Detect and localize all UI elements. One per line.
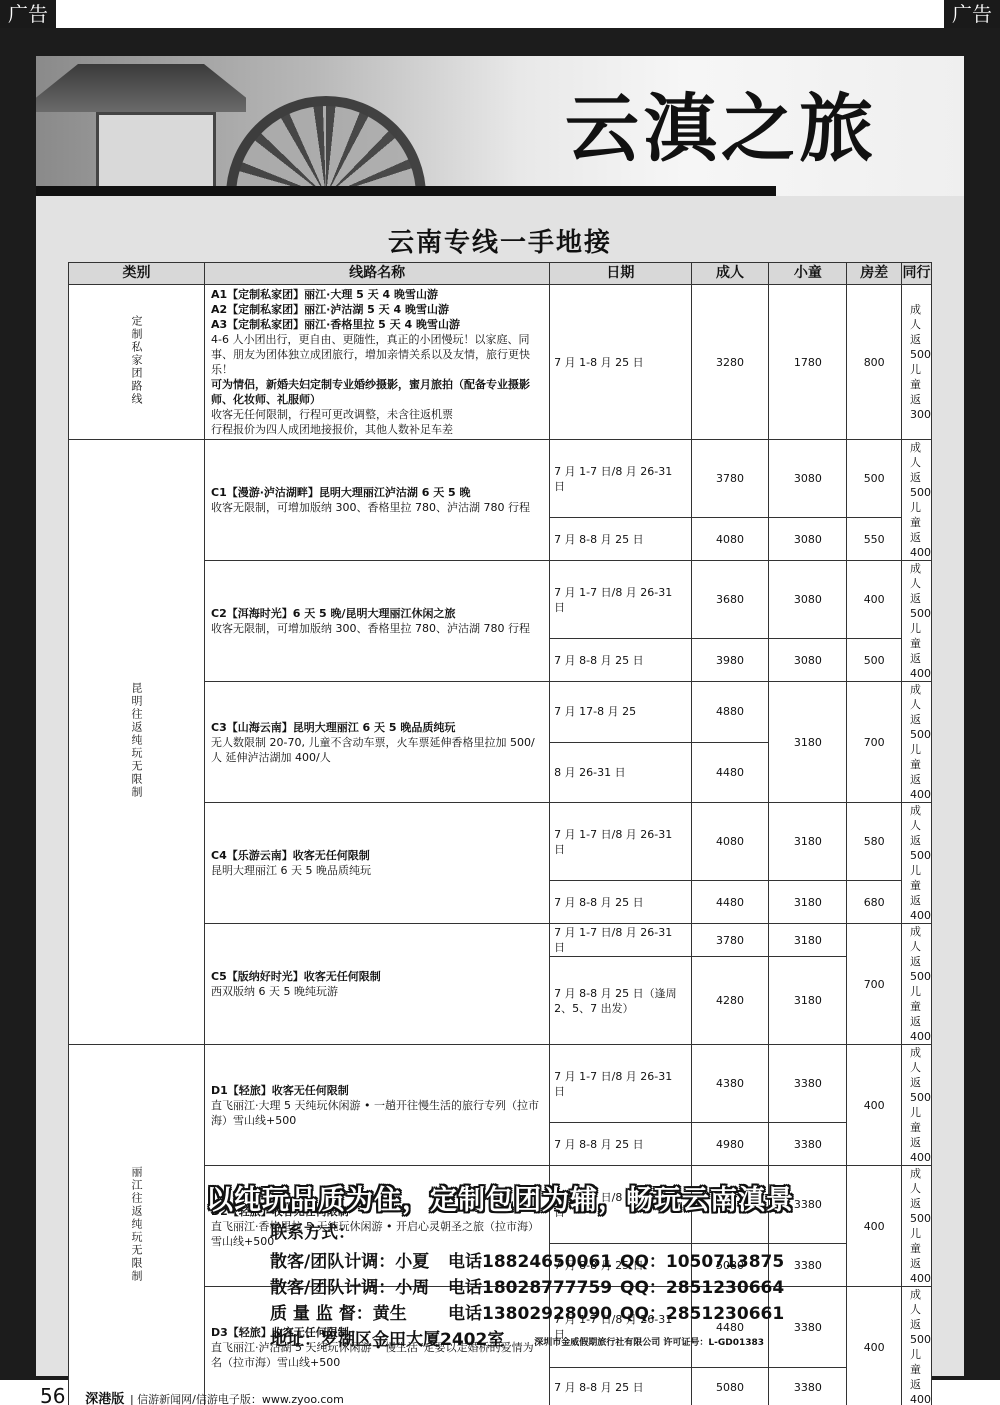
room-diff: 500: [847, 639, 902, 682]
date-cell: 7 月 8-8 月 25 日: [550, 1244, 691, 1287]
route-cell: C2【洱海时光】6 天 5 晚/昆明大理丽江休闲之旅 收客无限制，可增加版纳 300、香格里拉 780、泸沽湖 780 行程: [205, 561, 550, 682]
adult-price: 3280: [691, 285, 769, 440]
adult-price: 4080: [691, 803, 769, 881]
agent-rebate: 成人返 500 儿童返 400: [902, 1045, 932, 1166]
address: 地址：罗湖区金田大厦2402室: [270, 1330, 505, 1350]
room-diff: 680: [847, 881, 902, 924]
ad-label-left: 广告: [0, 0, 56, 28]
banner-bar: [36, 186, 776, 196]
route-cell: C3【山海云南】昆明大理丽江 6 天 5 晚品质纯玩 无人数限制 20-70, 儿童不含动车票，火车票延伸香格里拉加 500/人 延伸泸沽湖加 400/人: [205, 682, 550, 803]
date-cell: 7 月 8-8 月 25 日: [550, 881, 691, 924]
route-cell: C5【版纳好时光】收客无任何限制 西双版纳 6 天 5 晚纯玩游: [205, 924, 550, 1045]
contact-row: 散客/团队计调：小周 电话18028777759 QQ：2851230664: [270, 1278, 785, 1298]
child-price: 3080: [769, 561, 847, 639]
date-cell: 7 月 1-7 日/8 月 26-31 日: [550, 1166, 691, 1244]
banner-wall-image: [96, 112, 216, 190]
room-diff: 580: [847, 803, 902, 881]
date-cell: 7 月 17-8 月 25: [550, 682, 691, 743]
page-subtitle: 云南专线一手地接: [387, 228, 612, 258]
date-cell: 7 月 1-7 日/8 月 26-31 日: [550, 1287, 691, 1368]
agent-rebate: 成人返 500 儿童返 400: [902, 561, 932, 682]
table-row: [69, 285, 932, 440]
page-footer: [40, 1384, 344, 1405]
date-cell: 7 月 8-8 月 25 日: [550, 1368, 691, 1405]
adult-price: 3780: [691, 924, 769, 957]
date-cell: 7 月 8-8 月 25 日（逢周 2、5、7 出发）: [550, 957, 691, 1045]
date-cell: 7 月 1-7 日/8 月 26-31 日: [550, 1045, 691, 1123]
date-cell: 7 月 1-7 日/8 月 26-31 日: [550, 440, 691, 518]
child-price: 1780: [769, 285, 847, 440]
category-cell: 丽江往返纯玩无限制: [69, 1045, 205, 1405]
adult-price: 4280: [691, 957, 769, 1045]
room-diff: 550: [847, 518, 902, 561]
adult-price: 4380: [691, 1045, 769, 1123]
adult-price: 4880: [691, 682, 769, 743]
date-cell: 7 月 8-8 月 25 日: [550, 1123, 691, 1166]
ad-label-right: 广告: [944, 0, 1000, 28]
agent-rebate: 成人返 500 儿童返 400: [902, 682, 932, 803]
table-header-row: [69, 263, 932, 285]
site-info: | 信游新闻网/信游电子版：www.zyoo.com: [129, 1393, 344, 1405]
adult-price: 4480: [691, 881, 769, 924]
adult-price: 5080: [691, 1368, 769, 1405]
agent-rebate: 成人返 500 儿童返 400: [902, 440, 932, 561]
slogan: 以纯玩品质为住，定制包团为辅，畅玩云南滇景: [206, 1185, 794, 1216]
banner-roof-image: [36, 64, 246, 112]
page-number: 56: [40, 1384, 66, 1405]
date-cell: 7 月 1-8 月 25 日: [550, 285, 691, 440]
route-cell: C4【乐游云南】收客无任何限制 昆明大理丽江 6 天 5 晚品质纯玩: [205, 803, 550, 924]
route-cell: D2【轻旅】收客无任何限制 直飞丽江·香格里拉 5 天纯玩休闲游 • 开启心灵朝圣之旅（拉市海）雪山线+500: [205, 1166, 550, 1287]
room-diff: 500: [847, 440, 902, 518]
child-price: 3080: [769, 518, 847, 561]
col-header: 房差: [847, 263, 902, 285]
adult-price: 4480: [691, 1166, 769, 1244]
contact-block: [270, 1218, 930, 1356]
child-price: 3180: [769, 957, 847, 1045]
adult-price: 5080: [691, 1244, 769, 1287]
date-cell: 7 月 1-7 日/8 月 26-31 日: [550, 803, 691, 881]
room-diff: 400: [847, 561, 902, 639]
category-cell: 定制私家团路线: [69, 285, 205, 440]
agent-rebate: 成人返 500 儿童返 400: [902, 924, 932, 1045]
adult-price: 4980: [691, 1123, 769, 1166]
child-price: 3180: [769, 803, 847, 881]
adult-price: 4480: [691, 742, 769, 803]
contact-row: 质 量 监 督：黄生 电话13802928090 QQ：2851230661: [270, 1304, 785, 1324]
child-price: 3380: [769, 1368, 847, 1405]
col-header: 小童: [769, 263, 847, 285]
agent-rebate: 成人返 500 儿童返 400: [902, 1166, 932, 1287]
child-price: 3180: [769, 924, 847, 957]
adult-price: 4080: [691, 518, 769, 561]
contact-title: 联系方式：: [270, 1223, 355, 1243]
address-row: [270, 1327, 930, 1356]
child-price: 3380: [769, 1244, 847, 1287]
adult-price: 4480: [691, 1287, 769, 1368]
route-cell: A1【定制私家团】丽江·大理 5 天 4 晚雪山游 A2【定制私家团】丽江·泸沽湖 5 天 4 晚雪山游 A3【定制私家团】丽江·香格里拉 5 天 4 晚雪山游 4-6 人小团出行，更自由、更随性，真正的小团慢玩！以家庭、同事、朋友为团体独立成团旅行，增加亲情关系以及友情，旅行更快乐！ 可为情侣，新婚夫妇定制专业婚纱摄影，蜜月旅拍（配备专业摄影师、化妆师、礼服师） 收客无任何限制，行程可更改调整，未含往返机票 行程报价为四人成团地接报价，其他人数补足车差: [205, 285, 550, 440]
date-cell: 7 月 1-7 日/8 月 26-31 日: [550, 561, 691, 639]
adult-price: 3780: [691, 440, 769, 518]
room-diff: 400: [847, 1166, 902, 1287]
banner-waterwheel-image: [226, 96, 426, 196]
contact-row: 散客/团队计调：小夏 电话18824650061 QQ：1050713875: [270, 1252, 785, 1272]
route-cell: D1【轻旅】收客无任何限制 直飞丽江·大理 5 天纯玩休闲游 • 一趟开往慢生活的旅行专列（拉市海）雪山线+500: [205, 1045, 550, 1166]
agent-rebate: 成人返 500 儿童返 400: [902, 803, 932, 924]
date-cell: 7 月 1-7 日/8 月 26-31 日: [550, 924, 691, 957]
room-diff: 700: [847, 924, 902, 1045]
route-cell: D3【轻旅】收客无任何限制 直飞丽江·泸沽湖 5 天纯玩休闲游 • 慢生活”定要以走婚桥的爱情为名（拉市海）雪山线+500: [205, 1287, 550, 1405]
agent-rebate: 成人返 500 儿童返 300: [902, 285, 932, 440]
page-title: 云滇之旅: [565, 86, 877, 172]
col-header: 类别: [69, 263, 205, 285]
child-price: 3380: [769, 1287, 847, 1368]
category-cell: 昆明往返纯玩无限制: [69, 440, 205, 1045]
room-diff: 800: [847, 285, 902, 440]
child-price: 3380: [769, 1166, 847, 1244]
adult-price: 3680: [691, 561, 769, 639]
child-price: 3180: [769, 682, 847, 803]
child-price: 3380: [769, 1045, 847, 1123]
col-header: 日期: [550, 263, 691, 285]
date-cell: 8 月 26-31 日: [550, 742, 691, 803]
col-header: 线路名称: [205, 263, 550, 285]
table-row: [69, 1045, 932, 1123]
room-diff: 400: [847, 1045, 902, 1166]
col-header: 同行: [902, 263, 932, 285]
child-price: 3080: [769, 639, 847, 682]
company-license: 深圳市金威假期旅行社有限公司 许可证号：L-GD01383: [534, 1338, 765, 1348]
date-cell: 7 月 8-8 月 25 日: [550, 518, 691, 561]
edition-label: 深港版: [85, 1392, 125, 1405]
table-row: [69, 440, 932, 518]
adult-price: 3980: [691, 639, 769, 682]
child-price: 3380: [769, 1123, 847, 1166]
room-diff: 400: [847, 1287, 902, 1405]
room-diff: 700: [847, 682, 902, 803]
date-cell: 7 月 8-8 月 25 日: [550, 639, 691, 682]
child-price: 3080: [769, 440, 847, 518]
route-cell: C1【漫游·泸沽湖畔】昆明大理丽江泸沽湖 6 天 5 晚 收客无限制，可增加版纳 300、香格里拉 780、泸沽湖 780 行程: [205, 440, 550, 561]
col-header: 成人: [691, 263, 769, 285]
child-price: 3180: [769, 881, 847, 924]
agent-rebate: 成人返 500 儿童返 400: [902, 1287, 932, 1405]
